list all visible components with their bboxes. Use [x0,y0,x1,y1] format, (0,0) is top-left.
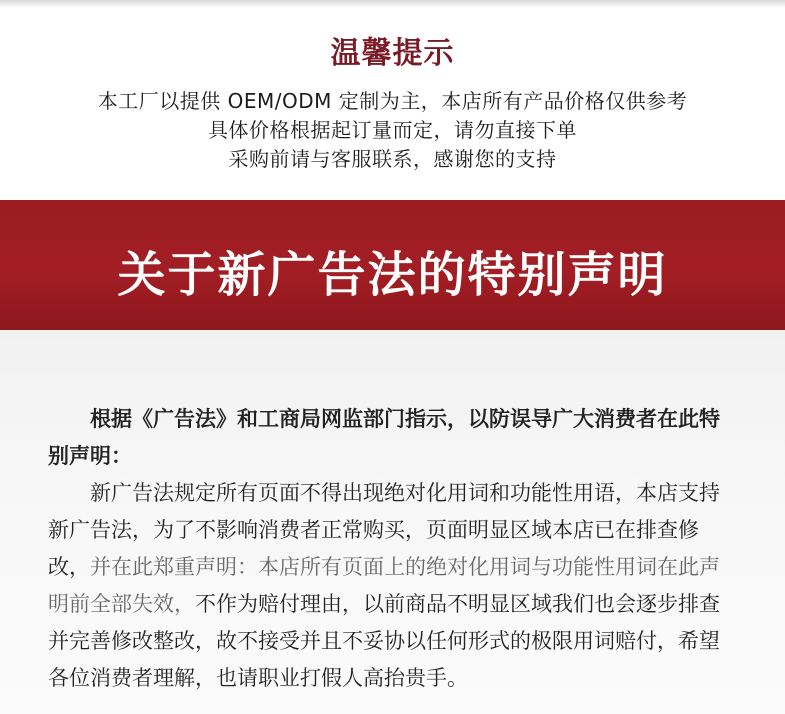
warm-tips-line-1: 本工厂以提供 OEM/ODM 定制为主，本店所有产品价格仅供参考 [97,89,688,113]
statement-banner-title: 关于新广告法的特别声明 [117,247,668,303]
warm-tips-line-3: 采购前请与客服联系，感谢您的支持 [228,147,557,171]
statement-banner [0,200,785,330]
statement-paragraph-2-part-c: 不作为赔付理由，以前商品不明显区域我们也会逐步排查并完善修改整改，故不接受并且不妥协以任何形式的极限用词赔付，希望各位消费者理解，也请职业打假人高抬贵手。 [48,592,720,690]
statement-paragraph-2 [48,475,738,697]
statement-body [0,330,785,714]
warm-tips-section [0,0,785,200]
statement-paragraph-2-part-a: 新广告法规定所有页面不得出现绝对化用词和功能性用语，本店支持新广告法，为了不影响消费者正常购买，页面明显区域本店已在排查修改， [48,481,720,579]
warm-tips-title: 温馨提示 [330,36,455,71]
warm-tips-line-2: 具体价格根据起订量而定，请勿直接下单 [208,118,577,142]
statement-paragraph-2-part-b: 并在此郑重声明：本店所有页面上的绝对化用词与功能性用词在此声明前全部失效， [48,555,720,616]
statement-paragraph-1: 根据《广告法》和工商局网监部门指示，以防误导广大消费者在此特别声明： [48,407,720,468]
